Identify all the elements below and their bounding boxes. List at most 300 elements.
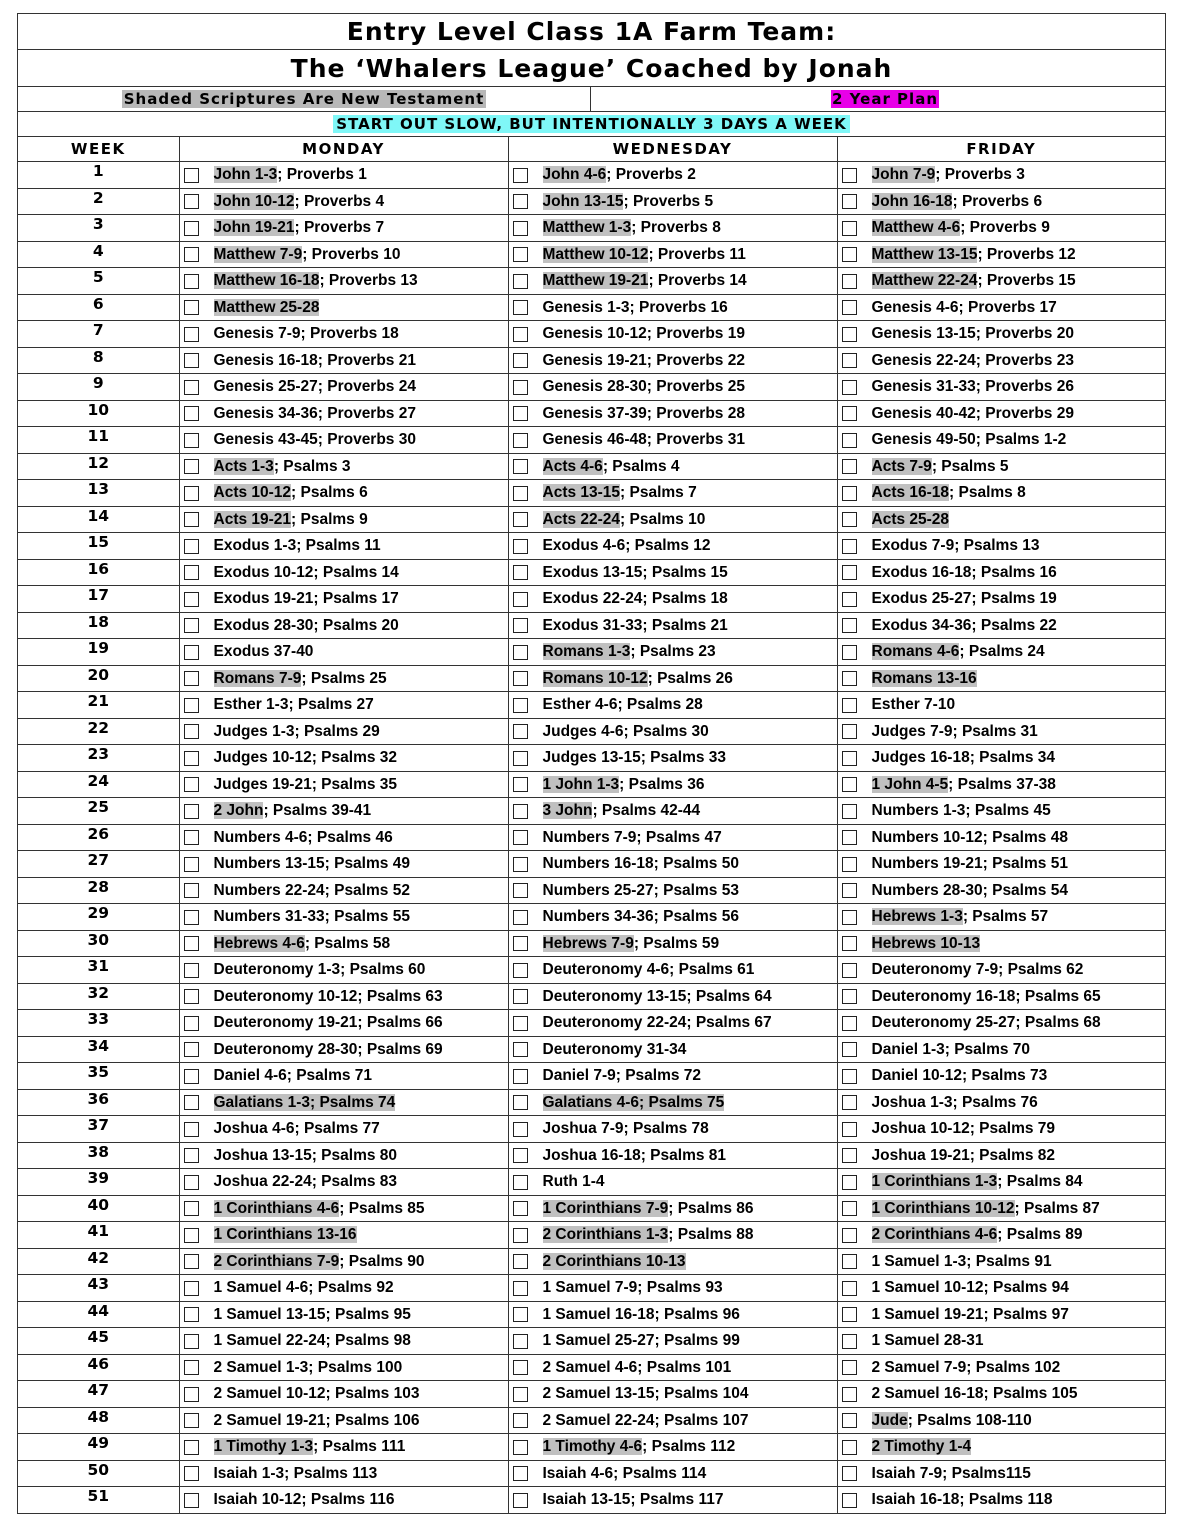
reading-checkbox[interactable]	[184, 1387, 199, 1402]
reading-rest: Joshua 4-6; Psalms 77	[213, 1120, 380, 1137]
reading-checkbox[interactable]	[184, 1201, 199, 1216]
reading-text	[872, 299, 1057, 317]
reading-text	[872, 484, 1026, 502]
friday-reading-cell	[837, 586, 1165, 613]
reading-checkbox[interactable]	[184, 1440, 199, 1455]
table-row	[18, 904, 1165, 931]
reading-checkbox[interactable]	[184, 751, 199, 766]
wednesday-reading-cell	[508, 188, 837, 215]
table-row	[18, 1116, 1165, 1143]
reading-checkbox[interactable]	[513, 486, 528, 501]
reading-checkbox[interactable]	[184, 1254, 199, 1269]
reading-rest: ; Psalms 88	[668, 1226, 754, 1243]
reading-checkbox[interactable]	[513, 274, 528, 289]
monday-reading-cell	[179, 1275, 508, 1302]
reading-checkbox[interactable]	[513, 1175, 528, 1190]
reading-checkbox[interactable]	[842, 539, 857, 554]
reading-text	[543, 405, 745, 423]
reading-checkbox[interactable]	[513, 936, 528, 951]
reading-checkbox[interactable]	[842, 1122, 857, 1137]
reading-checkbox[interactable]	[184, 804, 199, 819]
reading-checkbox[interactable]	[842, 751, 857, 766]
reading-checkbox[interactable]	[513, 1387, 528, 1402]
reading-checkbox[interactable]	[513, 777, 528, 792]
banner-row	[18, 112, 1165, 137]
week-number: 36	[18, 1089, 179, 1116]
reading-checkbox[interactable]	[513, 592, 528, 607]
reading-checkbox[interactable]	[513, 1095, 528, 1110]
reading-checkbox[interactable]	[184, 406, 199, 421]
table-row	[18, 957, 1165, 984]
reading-text	[543, 193, 714, 211]
reading-checkbox[interactable]	[184, 777, 199, 792]
reading-checkbox[interactable]	[513, 194, 528, 209]
reading-checkbox[interactable]	[842, 1334, 857, 1349]
reading-checkbox[interactable]	[842, 1148, 857, 1163]
reading-rest: 2 Samuel 7-9; Psalms 102	[871, 1358, 1061, 1376]
monday-reading-cell	[179, 586, 508, 613]
reading-rest: Genesis 22-24; Proverbs 23	[871, 351, 1074, 369]
reading-checkbox[interactable]	[842, 274, 857, 289]
reading-rest: ; Psalms 9	[291, 510, 368, 528]
reading-checkbox[interactable]	[842, 1493, 857, 1508]
table-row	[18, 506, 1165, 533]
reading-checkbox[interactable]	[842, 1413, 857, 1428]
reading-checkbox[interactable]	[842, 512, 857, 527]
monday-reading-cell	[179, 1010, 508, 1037]
reading-checkbox[interactable]	[513, 1016, 528, 1031]
reading-checkbox[interactable]	[184, 1042, 199, 1057]
reading-checkbox[interactable]	[184, 1493, 199, 1508]
reading-rest: Joshua 16-18; Psalms 81	[542, 1146, 727, 1164]
reading-checkbox[interactable]	[842, 1201, 857, 1216]
reading-checkbox[interactable]	[842, 883, 857, 898]
reading-checkbox[interactable]	[842, 989, 857, 1004]
reading-checkbox[interactable]	[184, 1069, 199, 1084]
reading-rest: Deuteronomy 16-18; Psalms 65	[871, 987, 1101, 1005]
table-row	[18, 533, 1165, 560]
reading-rest: Numbers 25-27; Psalms 53	[542, 881, 739, 899]
reading-checkbox[interactable]	[184, 963, 199, 978]
reading-checkbox[interactable]	[842, 221, 857, 236]
reading-checkbox[interactable]	[184, 486, 199, 501]
wednesday-reading-cell	[508, 506, 837, 533]
reading-text	[214, 590, 399, 608]
reading-checkbox[interactable]	[184, 1466, 199, 1481]
week-number: 16	[18, 559, 179, 586]
table-row	[18, 798, 1165, 825]
reading-rest: ; Psalms 57	[962, 908, 1049, 925]
reading-text	[214, 246, 401, 264]
reading-checkbox[interactable]	[184, 910, 199, 925]
reading-checkbox[interactable]	[842, 592, 857, 607]
reading-checkbox[interactable]	[184, 1228, 199, 1243]
new-testament-reading: Matthew 22-24	[871, 272, 978, 289]
reading-checkbox[interactable]	[842, 1042, 857, 1057]
reading-checkbox[interactable]	[184, 1307, 199, 1322]
reading-checkbox[interactable]	[842, 804, 857, 819]
reading-text	[214, 484, 368, 502]
monday-reading-cell	[179, 1248, 508, 1275]
reading-rest: Esther 7-10	[871, 696, 956, 713]
reading-rest: 1 Samuel 19-21; Psalms 97	[871, 1305, 1069, 1323]
reading-checkbox[interactable]	[842, 857, 857, 872]
reading-checkbox[interactable]	[842, 459, 857, 474]
reading-checkbox[interactable]	[513, 1042, 528, 1057]
table-row	[18, 1434, 1165, 1461]
reading-checkbox[interactable]	[184, 300, 199, 315]
reading-checkbox[interactable]	[184, 353, 199, 368]
title-line-1: Entry Level Class 1A Farm Team:	[18, 14, 1165, 50]
new-testament-reading: 1 Corinthians 7-9	[542, 1199, 669, 1217]
reading-checkbox[interactable]	[184, 274, 199, 289]
reading-text	[543, 537, 711, 555]
reading-checkbox[interactable]	[842, 830, 857, 845]
reading-checkbox[interactable]	[184, 724, 199, 739]
reading-text	[872, 1014, 1101, 1032]
reading-checkbox[interactable]	[184, 539, 199, 554]
friday-reading-cell	[837, 1381, 1165, 1408]
friday-reading-cell	[837, 374, 1165, 401]
wednesday-reading-cell	[508, 1063, 837, 1090]
reading-checkbox[interactable]	[513, 830, 528, 845]
reading-rest: Numbers 1-3; Psalms 45	[871, 802, 1051, 819]
reading-rest: Numbers 19-21; Psalms 51	[871, 855, 1068, 872]
table-row	[18, 1301, 1165, 1328]
reading-rest: Exodus 4-6; Psalms 12	[542, 537, 711, 554]
wednesday-reading-cell	[508, 1381, 837, 1408]
reading-checkbox[interactable]	[184, 1095, 199, 1110]
reading-rest: Joshua 7-9; Psalms 78	[542, 1120, 709, 1137]
reading-rest: Deuteronomy 22-24; Psalms 67	[542, 1014, 772, 1031]
table-row	[18, 1063, 1165, 1090]
table-row	[18, 1222, 1165, 1249]
reading-text	[872, 1332, 984, 1350]
table-row	[18, 930, 1165, 957]
reading-text	[543, 1359, 732, 1377]
table-row	[18, 1407, 1165, 1434]
reading-checkbox[interactable]	[513, 512, 528, 527]
monday-reading-cell	[179, 427, 508, 454]
week-number: 49	[18, 1434, 179, 1461]
friday-reading-cell	[837, 188, 1165, 215]
reading-checkbox[interactable]	[184, 247, 199, 262]
reading-text	[543, 1226, 754, 1244]
reading-checkbox[interactable]	[842, 618, 857, 633]
week-number: 32	[18, 983, 179, 1010]
reading-text	[872, 1279, 1069, 1297]
reading-checkbox[interactable]	[184, 857, 199, 872]
reading-checkbox[interactable]	[842, 353, 857, 368]
reading-rest: 1 Samuel 25-27; Psalms 99	[542, 1332, 740, 1349]
reading-checkbox[interactable]	[184, 1148, 199, 1163]
monday-reading-cell	[179, 612, 508, 639]
new-testament-reading: Acts 10-12	[213, 484, 292, 501]
reading-checkbox[interactable]	[513, 645, 528, 660]
table-row	[18, 877, 1165, 904]
reading-checkbox[interactable]	[184, 671, 199, 686]
reading-checkbox[interactable]	[184, 194, 199, 209]
reading-checkbox[interactable]	[513, 433, 528, 448]
reading-checkbox[interactable]	[184, 1175, 199, 1190]
reading-checkbox[interactable]	[184, 168, 199, 183]
friday-reading-cell	[837, 268, 1165, 295]
new-testament-reading: Matthew 1-3	[542, 219, 632, 236]
reading-checkbox[interactable]	[513, 883, 528, 898]
reading-text	[214, 723, 380, 741]
reading-rest: Daniel 7-9; Psalms 72	[542, 1067, 702, 1084]
reading-checkbox[interactable]	[184, 883, 199, 898]
reading-checkbox[interactable]	[513, 300, 528, 315]
reading-checkbox[interactable]	[842, 168, 857, 183]
reading-checkbox[interactable]	[184, 1334, 199, 1349]
reading-checkbox[interactable]	[184, 592, 199, 607]
wednesday-reading-cell	[508, 904, 837, 931]
new-testament-reading: John 19-21	[213, 219, 295, 236]
reading-text	[543, 1332, 740, 1350]
reading-checkbox[interactable]	[184, 459, 199, 474]
wednesday-reading-cell	[508, 1142, 837, 1169]
reading-checkbox[interactable]	[513, 1493, 528, 1508]
reading-checkbox[interactable]	[513, 1466, 528, 1481]
reading-checkbox[interactable]	[184, 221, 199, 236]
new-testament-reading: Matthew 10-12	[542, 245, 649, 263]
friday-reading-cell	[837, 904, 1165, 931]
reading-rest: Genesis 10-12; Proverbs 19	[542, 325, 745, 342]
reading-checkbox[interactable]	[184, 433, 199, 448]
monday-reading-cell	[179, 241, 508, 268]
reading-checkbox[interactable]	[842, 194, 857, 209]
reading-plan-sheet	[17, 13, 1166, 1514]
monday-reading-cell	[179, 1301, 508, 1328]
reading-checkbox[interactable]	[513, 539, 528, 554]
reading-rest: Genesis 28-30; Proverbs 25	[542, 378, 745, 395]
reading-checkbox[interactable]	[842, 1387, 857, 1402]
reading-text	[543, 1041, 687, 1059]
reading-checkbox[interactable]	[513, 1122, 528, 1137]
reading-rest: 1 Samuel 28-31	[871, 1332, 984, 1349]
reading-rest: Genesis 40-42; Proverbs 29	[871, 404, 1074, 422]
reading-checkbox[interactable]	[842, 936, 857, 951]
reading-checkbox[interactable]	[184, 1281, 199, 1296]
reading-checkbox[interactable]	[842, 698, 857, 713]
reading-checkbox[interactable]	[184, 512, 199, 527]
table-row	[18, 639, 1165, 666]
reading-checkbox[interactable]	[513, 989, 528, 1004]
reading-checkbox[interactable]	[842, 724, 857, 739]
reading-rest: Isaiah 4-6; Psalms 114	[542, 1464, 707, 1482]
table-row	[18, 215, 1165, 242]
reading-checkbox[interactable]	[184, 327, 199, 342]
friday-reading-cell	[837, 639, 1165, 666]
table-row	[18, 1328, 1165, 1355]
reading-checkbox[interactable]	[842, 1016, 857, 1031]
reading-text	[214, 670, 387, 688]
reading-checkbox[interactable]	[842, 300, 857, 315]
reading-checkbox[interactable]	[842, 1307, 857, 1322]
reading-checkbox[interactable]	[513, 751, 528, 766]
reading-checkbox[interactable]	[842, 433, 857, 448]
reading-checkbox[interactable]	[842, 247, 857, 262]
reading-checkbox[interactable]	[842, 1228, 857, 1243]
reading-checkbox[interactable]	[842, 645, 857, 660]
reading-text	[214, 1491, 395, 1509]
wednesday-reading-cell	[508, 1301, 837, 1328]
new-testament-reading: Romans 4-6	[871, 643, 960, 660]
reading-checkbox[interactable]	[842, 1254, 857, 1269]
reading-rest: ; Psalms 84	[997, 1173, 1083, 1190]
monday-reading-cell	[179, 639, 508, 666]
friday-reading-cell	[837, 347, 1165, 374]
new-testament-reading: 2 Timothy 1-4	[871, 1438, 972, 1455]
reading-checkbox[interactable]	[842, 963, 857, 978]
week-number: 5	[18, 268, 179, 295]
reading-checkbox[interactable]	[184, 645, 199, 660]
reading-checkbox[interactable]	[513, 1069, 528, 1084]
reading-checkbox[interactable]	[842, 486, 857, 501]
wednesday-reading-cell	[508, 321, 837, 348]
reading-rest: Exodus 22-24; Psalms 18	[542, 590, 728, 607]
new-testament-reading: Acts 25-28	[871, 510, 950, 528]
reading-checkbox[interactable]	[842, 1466, 857, 1481]
new-testament-reading: Matthew 7-9	[213, 245, 303, 263]
reading-checkbox[interactable]	[513, 698, 528, 713]
new-testament-reading: 1 Timothy 1-3	[213, 1438, 314, 1455]
week-number: 24	[18, 771, 179, 798]
new-testament-reading: John 10-12	[213, 192, 295, 210]
reading-text	[214, 1120, 380, 1138]
reading-text	[872, 935, 981, 953]
reading-checkbox[interactable]	[513, 724, 528, 739]
reading-checkbox[interactable]	[184, 698, 199, 713]
reading-checkbox[interactable]	[513, 1148, 528, 1163]
reading-checkbox[interactable]	[184, 618, 199, 633]
reading-text	[214, 829, 393, 847]
reading-checkbox[interactable]	[513, 221, 528, 236]
reading-text	[543, 299, 728, 317]
reading-checkbox[interactable]	[513, 1307, 528, 1322]
reading-rest: Genesis 7-9; Proverbs 18	[213, 325, 399, 342]
reading-checkbox[interactable]	[842, 1440, 857, 1455]
reading-checkbox[interactable]	[513, 406, 528, 421]
reading-checkbox[interactable]	[184, 380, 199, 395]
new-testament-reading: Matthew 25-28	[213, 298, 320, 316]
reading-checkbox[interactable]	[513, 857, 528, 872]
table-row	[18, 559, 1165, 586]
reading-checkbox[interactable]	[513, 168, 528, 183]
header-wednesday: WEDNESDAY	[508, 137, 837, 162]
reading-checkbox[interactable]	[513, 565, 528, 580]
reading-checkbox[interactable]	[842, 1360, 857, 1375]
reading-text	[872, 590, 1057, 608]
reading-checkbox[interactable]	[184, 936, 199, 951]
wednesday-reading-cell	[508, 1010, 837, 1037]
reading-checkbox[interactable]	[842, 565, 857, 580]
reading-checkbox[interactable]	[842, 1281, 857, 1296]
new-testament-reading: Acts 1-3	[213, 457, 274, 475]
reading-checkbox[interactable]	[842, 406, 857, 421]
reading-checkbox[interactable]	[842, 671, 857, 686]
reading-checkbox[interactable]	[513, 671, 528, 686]
new-testament-reading: John 13-15	[542, 192, 624, 210]
reading-checkbox[interactable]	[513, 963, 528, 978]
reading-rest: Numbers 34-36; Psalms 56	[542, 908, 739, 925]
reading-checkbox[interactable]	[513, 1201, 528, 1216]
table-row	[18, 321, 1165, 348]
friday-reading-cell	[837, 1142, 1165, 1169]
monday-reading-cell	[179, 1381, 508, 1408]
reading-checkbox[interactable]	[184, 989, 199, 1004]
friday-reading-cell	[837, 798, 1165, 825]
reading-rest: ; Psalms 85	[339, 1199, 425, 1217]
wednesday-reading-cell	[508, 1116, 837, 1143]
reading-checkbox[interactable]	[184, 1016, 199, 1031]
reading-checkbox[interactable]	[842, 1175, 857, 1190]
reading-checkbox[interactable]	[513, 1254, 528, 1269]
reading-checkbox[interactable]	[513, 1413, 528, 1428]
reading-checkbox[interactable]	[184, 565, 199, 580]
reading-checkbox[interactable]	[513, 804, 528, 819]
monday-reading-cell	[179, 824, 508, 851]
reading-checkbox[interactable]	[842, 1095, 857, 1110]
reading-checkbox[interactable]	[513, 618, 528, 633]
monday-reading-cell	[179, 798, 508, 825]
table-row	[18, 268, 1165, 295]
wednesday-reading-cell	[508, 771, 837, 798]
reading-rest: Joshua 13-15; Psalms 80	[213, 1146, 398, 1164]
reading-checkbox[interactable]	[842, 380, 857, 395]
reading-checkbox[interactable]	[184, 1360, 199, 1375]
reading-checkbox[interactable]	[842, 327, 857, 342]
friday-reading-cell	[837, 215, 1165, 242]
reading-checkbox[interactable]	[513, 459, 528, 474]
reading-checkbox[interactable]	[513, 1440, 528, 1455]
reading-checkbox[interactable]	[513, 327, 528, 342]
reading-text	[543, 166, 696, 184]
new-testament-reading: Acts 16-18	[871, 484, 950, 501]
reading-checkbox[interactable]	[513, 1334, 528, 1349]
friday-reading-cell	[837, 321, 1165, 348]
new-testament-reading: Galatians 4-6; Psalms 75	[542, 1093, 725, 1111]
new-testament-reading: 1 Corinthians 10-12	[871, 1199, 1015, 1217]
reading-text	[543, 855, 739, 873]
reading-checkbox[interactable]	[184, 830, 199, 845]
reading-checkbox[interactable]	[842, 1069, 857, 1084]
reading-checkbox[interactable]	[513, 1228, 528, 1243]
reading-text	[872, 855, 1068, 873]
reading-checkbox[interactable]	[513, 247, 528, 262]
reading-checkbox[interactable]	[184, 1122, 199, 1137]
new-testament-reading: 1 Corinthians 1-3	[871, 1173, 998, 1190]
week-number: 13	[18, 480, 179, 507]
reading-rest: Isaiah 16-18; Psalms 118	[871, 1491, 1053, 1508]
reading-rest: Genesis 13-15; Proverbs 20	[871, 325, 1074, 342]
friday-reading-cell	[837, 1301, 1165, 1328]
reading-checkbox[interactable]	[842, 777, 857, 792]
reading-checkbox[interactable]	[513, 1281, 528, 1296]
reading-checkbox[interactable]	[513, 353, 528, 368]
reading-checkbox[interactable]	[513, 1360, 528, 1375]
reading-rest: ; Proverbs 13	[319, 272, 418, 289]
reading-text	[543, 590, 728, 608]
reading-checkbox[interactable]	[184, 1413, 199, 1428]
reading-checkbox[interactable]	[513, 910, 528, 925]
reading-checkbox[interactable]	[842, 910, 857, 925]
wednesday-reading-cell	[508, 877, 837, 904]
reading-text	[214, 193, 385, 211]
reading-text	[214, 1147, 398, 1165]
reading-checkbox[interactable]	[513, 380, 528, 395]
